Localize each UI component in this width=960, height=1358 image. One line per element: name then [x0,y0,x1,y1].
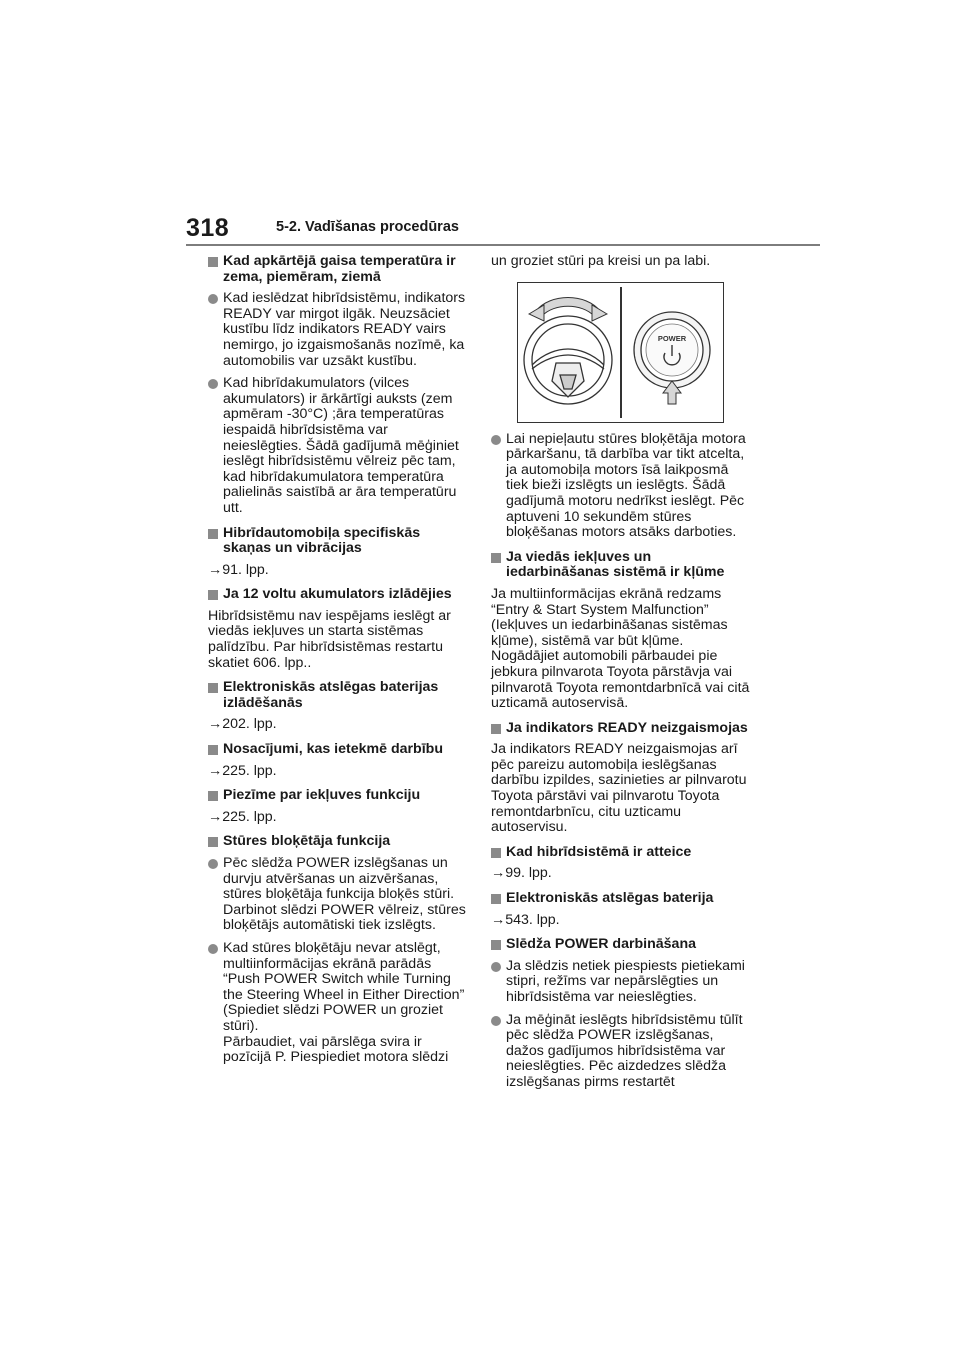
circle-bullet-icon [208,379,218,389]
circle-bullet-icon [491,1016,501,1026]
bullet-ready-blinking: Kad ieslēdzat hibrīdsistēmu, indikators READY var mirgot ilgāk. Neuzsāciet kustību līdz indikators READY vairs nemirgo, jo izgaismošanās nozīmē, ka automobilis var uzsākt kustību. [208,291,470,369]
power-switch-icon [634,312,710,388]
page-reference: →91. lpp. [208,561,269,578]
steering-power-illustration [517,282,724,423]
heading-hybrid-sounds: Hibrīdautomobiļa specifiskās skaņas un vibrācijas [208,526,470,557]
right-column [491,254,753,1098]
square-bullet-icon [491,894,501,904]
square-bullet-icon [208,529,218,539]
page-reference: →225. lpp. [208,808,277,825]
heading-key-battery: Elektroniskās atslēgas baterija [491,891,753,907]
heading-ready-not-lit: Ja indikators READY neizgaismojas [491,721,753,737]
square-bullet-icon [491,553,501,563]
heading-power-switch-operation: Slēdža POWER darbināšana [491,937,753,953]
circle-bullet-icon [208,294,218,304]
circle-bullet-icon [208,944,218,954]
page-reference: →225. lpp. [208,762,277,779]
circle-bullet-icon [491,435,501,445]
square-bullet-icon [208,791,218,801]
heading-low-temperature: Kad apkārtējā gaisa temperatūra ir zema, piemēram, ziemā [208,254,470,285]
page-reference: →202. lpp. [208,716,277,733]
bullet-cold-battery: Kad hibrīdakumulators (vilces akumulators) ir ārkārtīgi auksts (zem apmēram -30°C) ;āra temperatūras iespaidā hibrīdsistēma var neieslēgties. Šādā gadījumā mēģiniet ieslēgt hibrīdsistēmu vēlreiz pēc tam, kad hibrīdakumulatora temperatūra palielinās saistībā ar āra temperatūru utt. [208,376,470,516]
page-reference: →543. lpp. [491,911,560,928]
paragraph-12v-battery: Hibrīdsistēmu nav iespējams ieslēgt ar viedās iekļuves un starta sistēmas palīdzību. Par hibrīdsistēmas restartu skatiet 606. lpp.. [208,607,451,671]
bullet-steering-lock-release: Kad stūres bloķētāju nevar atslēgt, multiinformācijas ekrānā parādās “Push POWER Switch while Turning the Steering Wheel in Either Direction” (Spiediet slēdzi POWER un groziet stūri). Pārbaudiet, vai pārslēga svira ir pozīcijā P. Piespiediet motora slēdzi [208,941,470,1066]
bullet-steering-lock-engage: Pēc slēdža POWER izslēgšanas un durvju atvēršanas un aizvēršanas, stūres bloķētāja funkcija bloķēs stūri. Darbinot slēdzi POWER vēlreiz, stūres bloķētājs automātiski tiek izslēgts. [208,856,470,934]
header-rule [186,244,820,246]
square-bullet-icon [208,683,218,693]
page-header [186,214,820,246]
paragraph-continuation: un groziet stūri pa kreisi un pa labi. [491,253,711,269]
bullet-restart-immediately: Ja mēģināt ieslēgts hibrīdsistēmu tūlīt pēc slēdža POWER izslēgšanas, dažos gadījumos hibrīdsistēma var neieslēgties. Pēc aizdedzes slēdža izslēgšanas pirms restartēt [491,1013,753,1091]
bullet-press-firmly: Ja slēdzis netiek piespiests pietiekami stipri, režīms var nepārslēgties un hibrīdsistēma var neieslēgties. [491,959,753,1006]
circle-bullet-icon [208,859,218,869]
heading-key-battery-discharge: Elektroniskās atslēgas baterijas izlādēšanās [208,680,470,711]
paragraph-smart-entry-malfunction: Ja multiinformācijas ekrānā redzams “Entry & Start System Malfunction” (Iekļuves un iedarbināšanas sistēmas kļūme), sistēmā var būt kļūme. Nogādājiet automobili pārbaudei pie jebkura pilnvarota Toyota pārstāvja vai pilnvarotā Toyota remontdarbnīcā vai citā uzticamā autoservisā. [491,585,750,712]
heading-entry-function-note: Piezīme par iekļuves funkciju [208,788,470,804]
page-reference: →99. lpp. [491,865,552,882]
power-switch-label: POWER [657,333,687,343]
square-bullet-icon [491,848,501,858]
square-bullet-icon [491,724,501,734]
heading-smart-entry-malfunction: Ja viedās iekļuves un iedarbināšanas sistēmā ir kļūme [491,550,753,581]
paragraph-ready-not-lit: Ja indikators READY neizgaismojas arī pēc pareizu automobiļa ieslēgšanas darbību izpildes, sazinieties ar pilnvarotu Toyota pārstāvi vai pilnvarotu Toyota remontdarbnīcu, citu uzticamu autoservisu. [491,741,747,836]
steering-wheel-power-switch-diagram [518,283,723,422]
heading-12v-battery: Ja 12 voltu akumulators izlādējies [208,587,470,603]
steering-wheel-icon [524,316,612,404]
heading-hybrid-failure: Kad hibrīdsistēmā ir atteice [491,845,753,861]
left-column [208,254,470,1073]
section-title: 5-2. Vadīšanas procedūras [276,219,459,235]
rotate-arrow-icon [529,297,607,321]
heading-steering-lock: Stūres bloķētāja funkcija [208,834,470,850]
square-bullet-icon [208,590,218,600]
circle-bullet-icon [491,962,501,972]
square-bullet-icon [208,745,218,755]
square-bullet-icon [208,837,218,847]
page-number: 318 [186,214,230,242]
square-bullet-icon [208,257,218,267]
square-bullet-icon [491,940,501,950]
heading-operating-conditions: Nosacījumi, kas ietekmē darbību [208,742,470,758]
bullet-lock-motor-overheat: Lai nepieļautu stūres bloķētāja motora pārkaršanu, tā darbība var tikt atcelta, ja automobiļa motors īsā laikposmā tiek bieži izslēgts un ieslēgts. Šādā gadījumā motoru nedrīkst ieslēgt. Pēc aptuveni 10 sekundēm stūres bloķēšanas motors atsāks darboties. [491,432,753,541]
